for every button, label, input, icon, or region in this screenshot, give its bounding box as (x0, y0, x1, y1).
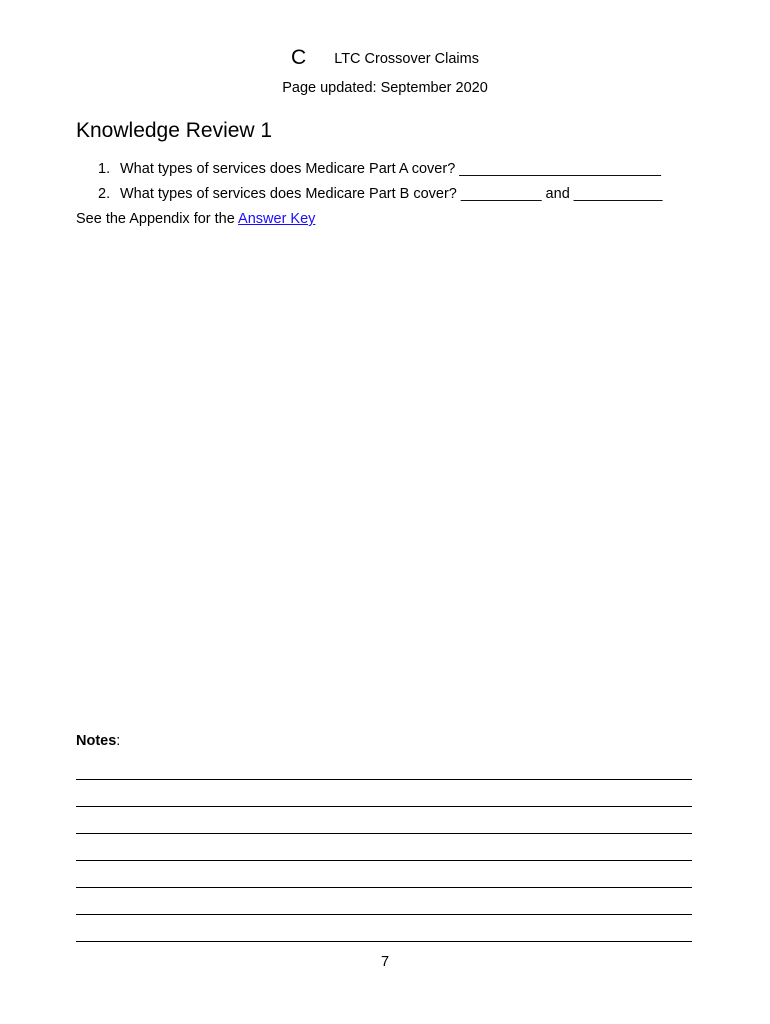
section-letter: C (291, 46, 307, 69)
appendix-reference (76, 211, 315, 227)
notes-label (76, 733, 120, 749)
answer-key-link[interactable]: Answer Key (238, 211, 316, 227)
notes-line (76, 887, 692, 888)
notes-line (76, 806, 692, 807)
question-number: 2. (98, 186, 111, 202)
question-number: 1. (98, 161, 111, 177)
appendix-reference-text: See the Appendix for the (76, 211, 239, 227)
question-text: What types of services does Medicare Part B cover? __________ and ___________ (120, 186, 663, 202)
question-text: What types of services does Medicare Part A cover? _________________________ (120, 161, 661, 177)
page-number: 7 (380, 954, 390, 970)
page-header (0, 46, 770, 70)
notes-label-text: Notes (76, 733, 117, 749)
question-item (98, 161, 661, 177)
notes-line (76, 779, 692, 780)
notes-line (76, 833, 692, 834)
page-updated-date: Page updated: September 2020 (282, 80, 488, 96)
header-title: LTC Crossover Claims (334, 51, 479, 67)
notes-line (76, 941, 692, 942)
notes-line (76, 860, 692, 861)
question-item (98, 186, 663, 202)
notes-line (76, 914, 692, 915)
notes-colon: : (116, 733, 121, 749)
knowledge-review-title: Knowledge Review 1 (76, 119, 273, 142)
